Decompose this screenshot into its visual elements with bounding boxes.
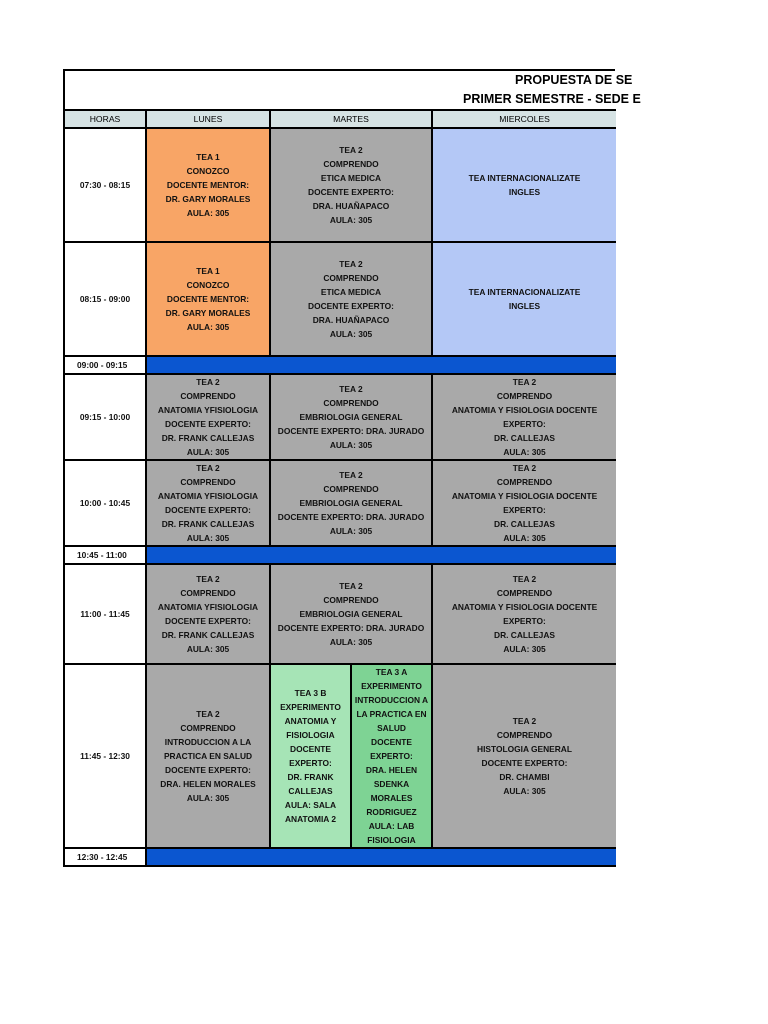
cell-line: AULA: 305	[503, 786, 546, 796]
table-row	[64, 564, 616, 664]
cell-line: AULA: 305	[329, 637, 373, 647]
class-cell-tea3b	[270, 664, 351, 848]
cell-line: CONOZCO	[186, 280, 230, 290]
cell-line: ETICA MEDICA	[320, 173, 382, 183]
cell-line: TEA 2	[512, 574, 537, 584]
cell-line: DOCENTE MENTOR:	[166, 294, 250, 304]
cell-line: DOCENTE EXPERTO: DRA. JURADO	[277, 623, 425, 633]
cell-line: COMPRENDO	[496, 477, 553, 487]
cell-line: DRA. HELEN	[365, 765, 418, 775]
title-box	[63, 69, 641, 109]
cell-line: DOCENTE EXPERTO: DRA. JURADO	[277, 512, 425, 522]
cell-line: ANATOMIA Y FISIOLOGIA DOCENTE	[451, 491, 598, 501]
cell-line: LA PRACTICA EN	[356, 709, 427, 719]
break-bar	[146, 848, 616, 866]
cell-line: AULA: 305	[503, 533, 546, 543]
title-line-2: PRIMER SEMESTRE - SEDE E	[463, 92, 641, 106]
cell-line: ETICA MEDICA	[320, 287, 382, 297]
cell-line: AULA: SALA	[284, 800, 337, 810]
cell-line: DOCENTE	[290, 744, 331, 754]
cell-line: SDENKA MORALES	[370, 779, 413, 803]
class-cell	[432, 460, 616, 546]
cell-line: SALUD	[377, 723, 406, 733]
cell-line: DRA. HUAÑAPACO	[312, 315, 390, 325]
cell-line: INGLES	[508, 301, 541, 311]
cell-line: TEA 3 B	[294, 688, 327, 698]
cell-line: EMBRIOLOGIA GENERAL	[299, 412, 403, 422]
header-horas: HORAS	[64, 110, 146, 128]
class-cell	[146, 664, 270, 848]
cell-line: DOCENTE EXPERTO:	[481, 758, 568, 768]
time-slot: 11:00 - 11:45	[64, 564, 146, 664]
schedule-sheet	[63, 69, 641, 867]
cell-line: AULA: 305	[186, 793, 230, 803]
cell-line: EMBRIOLOGIA GENERAL	[299, 609, 403, 619]
cell-line: AULA: 305	[329, 526, 373, 536]
cell-line: TEA 2	[339, 581, 363, 591]
cell-line: TEA 2	[339, 384, 363, 394]
cell-line: DOCENTE EXPERTO:	[165, 419, 251, 429]
cell-line: AULA: 305	[503, 644, 546, 654]
class-cell	[270, 128, 432, 242]
cell-line: COMPRENDO	[180, 723, 236, 733]
class-cell	[432, 664, 616, 848]
cell-line: AULA: 305	[186, 208, 230, 218]
break-bar	[146, 546, 616, 564]
cell-line: COMPRENDO	[323, 484, 379, 494]
cell-line: INTRODUCCION A	[354, 695, 429, 705]
cell-line: AULA: 305	[329, 440, 373, 450]
cell-line: DR. FRANK CALLEJAS	[161, 433, 255, 443]
cell-line: EMBRIOLOGIA GENERAL	[299, 498, 403, 508]
cell-line: TEA 1	[196, 266, 220, 276]
class-cell	[270, 564, 432, 664]
cell-line: COMPRENDO	[323, 595, 379, 605]
cell-line: DR. GARY MORALES	[165, 308, 251, 318]
cell-line: CALLEJAS	[288, 786, 333, 796]
schedule-table	[63, 109, 616, 867]
cell-line: DR. GARY MORALES	[165, 194, 251, 204]
cell-line: COMPRENDO	[323, 159, 379, 169]
header-martes: MARTES	[270, 110, 432, 128]
cell-line: DOCENTE	[371, 737, 412, 747]
class-cell	[146, 128, 270, 242]
cell-line: AULA: 305	[186, 533, 230, 543]
cell-line: AULA: LAB	[368, 821, 415, 831]
table-row	[64, 460, 616, 546]
time-slot: 08:15 - 09:00	[64, 242, 146, 356]
cell-line: COMPRENDO	[496, 391, 553, 401]
cell-line: DOCENTE EXPERTO: DRA. JURADO	[277, 426, 425, 436]
cell-line: EXPERTO:	[503, 419, 546, 429]
cell-line: TEA 2	[512, 716, 537, 726]
table-row	[64, 664, 616, 848]
cell-line: TEA 1	[196, 152, 220, 162]
table-row	[64, 128, 616, 242]
cell-line: TEA 2	[339, 145, 363, 155]
cell-line: DR. CHAMBI	[499, 772, 550, 782]
cell-line: DRA. HELEN MORALES	[160, 779, 256, 789]
cell-line: CONOZCO	[186, 166, 230, 176]
cell-line: EXPERTO:	[289, 758, 332, 768]
cell-line: EXPERTO:	[503, 616, 546, 626]
cell-line: TEA 2	[339, 470, 363, 480]
time-slot: 12:30 - 12:45	[64, 848, 146, 866]
class-cell	[432, 242, 616, 356]
cell-line: DOCENTE EXPERTO:	[308, 187, 394, 197]
time-slot: 11:45 - 12:30	[64, 664, 146, 848]
cell-line: ANATOMIA YFISIOLOGIA	[157, 602, 259, 612]
cell-line: EXPERTO:	[503, 505, 546, 515]
break-row	[64, 848, 616, 866]
break-row	[64, 356, 616, 374]
title-line-1: PROPUESTA DE SE	[515, 73, 633, 87]
cell-line: TEA 2	[196, 574, 220, 584]
class-cell	[146, 460, 270, 546]
cell-line: COMPRENDO	[180, 477, 236, 487]
class-cell	[270, 374, 432, 460]
cell-line: TEA 3 A	[375, 667, 408, 677]
class-cell	[432, 374, 616, 460]
cell-line: ANATOMIA YFISIOLOGIA	[157, 405, 259, 415]
cell-line: AULA: 305	[329, 329, 373, 339]
cell-line: DR. FRANK CALLEJAS	[161, 519, 255, 529]
cell-line: TEA 2	[196, 709, 220, 719]
cell-line: COMPRENDO	[496, 588, 553, 598]
cell-line: TEA 2	[339, 259, 363, 269]
break-bar	[146, 356, 616, 374]
cell-line: HISTOLOGIA GENERAL	[477, 744, 572, 754]
time-slot: 07:30 - 08:15	[64, 128, 146, 242]
cell-line: DRA. HUAÑAPACO	[312, 201, 390, 211]
time-slot: 10:00 - 10:45	[64, 460, 146, 546]
cell-line: AULA: 305	[503, 447, 546, 457]
break-row	[64, 546, 616, 564]
table-row	[64, 374, 616, 460]
cell-line: DOCENTE EXPERTO:	[165, 505, 251, 515]
cell-line: ANATOMIA 2	[284, 814, 337, 824]
header-miercoles: MIERCOLES	[432, 110, 616, 128]
table-row	[64, 242, 616, 356]
cell-line: TEA 2	[512, 377, 537, 387]
cell-line: COMPRENDO	[496, 730, 553, 740]
cell-line: TEA INTERNACIONALIZATE	[468, 287, 581, 297]
cell-line: RODRIGUEZ	[366, 807, 417, 817]
cell-line: INTRODUCCION A LA	[164, 737, 252, 747]
class-cell	[270, 460, 432, 546]
cell-line: DOCENTE EXPERTO:	[308, 301, 394, 311]
cell-line: COMPRENDO	[180, 588, 236, 598]
class-cell	[146, 374, 270, 460]
cell-line: DR. FRANK	[287, 772, 334, 782]
class-cell-tea3a	[351, 664, 432, 848]
cell-line: ANATOMIA YFISIOLOGIA	[157, 491, 259, 501]
cell-line: AULA: 305	[186, 644, 230, 654]
cell-line: ANATOMIA Y	[284, 716, 337, 726]
time-slot: 09:00 - 09:15	[64, 356, 146, 374]
cell-line: DOCENTE EXPERTO:	[165, 616, 251, 626]
cell-line: PRACTICA EN SALUD	[163, 751, 253, 761]
cell-line: TEA 2	[196, 377, 220, 387]
class-cell	[146, 564, 270, 664]
time-slot: 10:45 - 11:00	[64, 546, 146, 564]
class-cell	[146, 242, 270, 356]
cell-line: DOCENTE EXPERTO:	[165, 765, 251, 775]
cell-line: TEA INTERNACIONALIZATE	[468, 173, 581, 183]
cell-line: FISIOLOGIA	[367, 835, 416, 845]
cell-line: DOCENTE MENTOR:	[166, 180, 250, 190]
header-lunes: LUNES	[146, 110, 270, 128]
time-slot: 09:15 - 10:00	[64, 374, 146, 460]
class-cell	[432, 128, 616, 242]
cell-line: AULA: 305	[186, 322, 230, 332]
cell-line: DR. CALLEJAS	[494, 630, 555, 640]
class-cell	[432, 564, 616, 664]
cell-line: TEA 2	[196, 463, 220, 473]
header-row	[64, 110, 616, 128]
cell-line: DR. CALLEJAS	[494, 519, 555, 529]
cell-line: COMPRENDO	[323, 273, 379, 283]
cell-line: COMPRENDO	[180, 391, 236, 401]
cell-line: EXPERIMENTO	[280, 702, 341, 712]
cell-line: EXPERTO:	[370, 751, 413, 761]
cell-line: ANATOMIA Y FISIOLOGIA DOCENTE	[451, 405, 598, 415]
cell-line: DR. CALLEJAS	[494, 433, 555, 443]
cell-line: EXPERIMENTO	[361, 681, 422, 691]
cell-line: FISIOLOGIA	[286, 730, 335, 740]
cell-line: ANATOMIA Y FISIOLOGIA DOCENTE	[451, 602, 598, 612]
cell-line: TEA 2	[512, 463, 537, 473]
class-cell	[270, 242, 432, 356]
cell-line: COMPRENDO	[323, 398, 379, 408]
cell-line: AULA: 305	[186, 447, 230, 457]
cell-line: INGLES	[508, 187, 541, 197]
cell-line: DR. FRANK CALLEJAS	[161, 630, 255, 640]
cell-line: AULA: 305	[329, 215, 373, 225]
